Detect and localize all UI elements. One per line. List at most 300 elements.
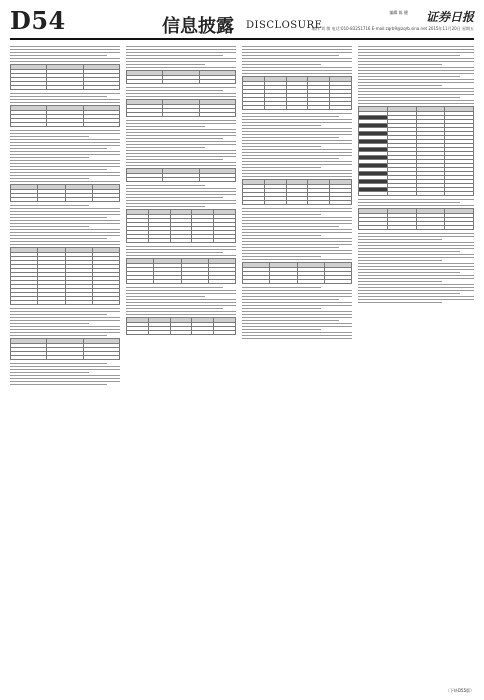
table-cell <box>148 239 170 243</box>
text-paragraph <box>10 363 120 385</box>
text-line <box>242 116 339 117</box>
text-line <box>358 202 460 203</box>
text-line <box>10 366 120 367</box>
text-line <box>358 287 474 288</box>
text-line <box>242 290 352 291</box>
text-line <box>242 211 352 212</box>
text-line <box>10 326 120 327</box>
data-table <box>242 76 352 110</box>
text-line <box>358 254 474 255</box>
text-line <box>10 335 107 336</box>
table-cell <box>38 301 65 305</box>
table-cell <box>199 178 235 182</box>
text-line <box>358 260 442 261</box>
text-line <box>10 181 120 182</box>
table-cell <box>243 106 265 110</box>
text-paragraph <box>10 308 120 336</box>
text-line <box>10 148 107 149</box>
table-cell <box>181 280 208 284</box>
text-line <box>242 338 352 339</box>
text-line <box>126 123 236 124</box>
text-line <box>126 299 236 300</box>
text-line <box>242 134 352 135</box>
text-paragraph <box>126 120 236 166</box>
text-line <box>10 52 120 53</box>
text-paragraph <box>10 130 120 182</box>
table-cell <box>163 80 199 84</box>
table-cell <box>127 280 154 284</box>
table-row <box>243 280 352 284</box>
text-line <box>126 305 236 306</box>
table-cell <box>83 86 119 90</box>
text-line <box>242 58 352 59</box>
text-line <box>10 205 89 206</box>
section-title-english: DISCLOSURE <box>246 20 323 31</box>
text-paragraph <box>358 46 474 104</box>
text-line <box>10 58 120 59</box>
newspaper-logo: 证券日报 <box>425 10 474 24</box>
text-line <box>126 126 205 127</box>
table-cell <box>11 356 47 360</box>
text-line <box>242 329 321 330</box>
table-cell <box>297 280 324 284</box>
table-cell <box>199 113 235 117</box>
text-line <box>242 155 352 156</box>
text-line <box>358 64 442 65</box>
section-title-chinese: 信息披露 <box>162 16 234 37</box>
table-cell <box>270 280 297 284</box>
text-line <box>10 166 120 167</box>
text-line <box>242 49 352 50</box>
text-line <box>10 163 120 164</box>
text-line <box>10 154 120 155</box>
masthead-rule <box>10 38 474 40</box>
text-line <box>126 49 236 50</box>
text-line <box>10 329 120 330</box>
text-line <box>242 256 321 257</box>
text-line <box>358 263 474 264</box>
table-cell <box>192 331 214 335</box>
table-cell <box>445 192 474 196</box>
text-line <box>242 161 352 162</box>
text-line <box>242 250 352 251</box>
text-line <box>358 296 474 297</box>
text-line <box>126 147 205 148</box>
text-line <box>358 236 474 237</box>
text-paragraph <box>126 46 236 68</box>
text-line <box>10 226 89 227</box>
text-line <box>126 129 236 130</box>
text-line <box>10 369 120 370</box>
text-line <box>242 70 352 71</box>
text-line <box>10 130 120 131</box>
text-line <box>242 64 321 65</box>
column-4 <box>358 44 474 684</box>
table-row <box>11 356 120 360</box>
text-line <box>358 281 442 282</box>
text-line <box>126 61 236 62</box>
text-line <box>10 93 120 94</box>
text-line <box>10 49 120 50</box>
text-line <box>242 220 352 221</box>
text-line <box>242 73 352 74</box>
text-line <box>10 55 107 56</box>
text-line <box>10 142 120 143</box>
table-cell <box>264 106 286 110</box>
table-cell <box>83 123 119 127</box>
text-line <box>126 46 236 47</box>
data-table <box>10 338 120 360</box>
table-cell <box>65 301 92 305</box>
data-table <box>10 105 120 127</box>
text-line <box>10 317 120 318</box>
text-line <box>242 299 339 300</box>
column-1 <box>10 44 120 684</box>
text-line <box>242 131 352 132</box>
table-cell <box>127 239 149 243</box>
text-line <box>242 229 352 230</box>
text-line <box>242 253 352 254</box>
text-line <box>242 125 321 126</box>
text-line <box>358 61 474 62</box>
table-cell <box>127 178 163 182</box>
text-line <box>358 76 460 77</box>
table-cell <box>359 192 388 196</box>
text-line <box>10 172 120 173</box>
table-row <box>359 192 474 196</box>
text-line <box>10 46 120 47</box>
text-line <box>242 323 352 324</box>
text-line <box>10 99 120 100</box>
text-line <box>242 305 352 306</box>
text-line <box>358 100 474 101</box>
text-line <box>126 138 223 139</box>
text-line <box>126 191 236 192</box>
text-line <box>358 293 460 294</box>
text-line <box>126 156 236 157</box>
text-line <box>10 308 120 309</box>
text-line <box>242 46 352 47</box>
text-paragraph <box>358 233 474 303</box>
table-cell <box>208 280 235 284</box>
table-cell <box>330 106 352 110</box>
text-line <box>242 247 339 248</box>
table-cell <box>92 198 119 202</box>
text-line <box>126 246 236 247</box>
text-line <box>242 320 339 321</box>
text-line <box>126 206 205 207</box>
table-row <box>127 239 236 243</box>
text-line <box>126 93 236 94</box>
text-line <box>10 311 120 312</box>
table-cell <box>170 331 192 335</box>
text-line <box>10 136 89 137</box>
text-line <box>10 145 120 146</box>
text-line <box>242 140 352 141</box>
table-cell <box>163 113 199 117</box>
table-row <box>243 106 352 110</box>
data-table <box>10 64 120 90</box>
text-line <box>126 302 236 303</box>
data-table <box>126 168 236 182</box>
table-cell <box>163 178 199 182</box>
text-line <box>358 67 474 68</box>
data-table <box>242 262 352 284</box>
text-line <box>242 232 352 233</box>
text-line <box>126 67 236 68</box>
text-line <box>242 317 352 318</box>
text-line <box>358 205 474 206</box>
table-cell <box>148 331 170 335</box>
text-line <box>126 159 223 160</box>
text-line <box>10 238 107 239</box>
text-line <box>126 308 223 309</box>
text-line <box>358 278 474 279</box>
table-row <box>127 113 236 117</box>
table-cell <box>243 280 270 284</box>
text-line <box>10 235 120 236</box>
table-cell <box>192 239 214 243</box>
text-line <box>10 232 120 233</box>
text-line <box>126 90 223 91</box>
text-line <box>10 384 107 385</box>
text-line <box>10 211 120 212</box>
text-line <box>242 287 321 288</box>
text-line <box>126 188 236 189</box>
text-line <box>242 128 352 129</box>
text-line <box>358 269 474 270</box>
text-line <box>358 94 474 95</box>
text-line <box>242 61 352 62</box>
text-line <box>242 146 321 147</box>
table-cell <box>154 280 181 284</box>
text-line <box>10 102 120 103</box>
text-line <box>126 144 236 145</box>
text-line <box>242 241 352 242</box>
data-table <box>10 184 120 202</box>
text-paragraph <box>10 205 120 245</box>
table-cell <box>11 198 38 202</box>
text-line <box>10 208 120 209</box>
text-paragraph <box>242 46 352 74</box>
text-line <box>10 139 120 140</box>
text-line <box>126 200 236 201</box>
text-line <box>242 214 321 215</box>
table-row <box>11 198 120 202</box>
data-table <box>10 247 120 305</box>
text-line <box>358 245 474 246</box>
table-row <box>11 123 120 127</box>
table-row <box>11 301 120 305</box>
table-cell <box>170 239 192 243</box>
table-cell <box>308 106 330 110</box>
table-cell <box>127 113 163 117</box>
column-2 <box>126 44 236 684</box>
table-row <box>243 201 352 205</box>
text-line <box>10 169 107 170</box>
text-line <box>126 120 236 121</box>
table-cell <box>11 86 47 90</box>
text-line <box>242 335 352 336</box>
text-line <box>126 135 236 136</box>
table-cell <box>47 86 83 90</box>
text-line <box>10 96 107 97</box>
data-table <box>126 317 236 335</box>
text-line <box>126 153 236 154</box>
text-line <box>10 332 120 333</box>
text-paragraph <box>10 46 120 62</box>
text-line <box>242 226 339 227</box>
text-line <box>10 178 89 179</box>
text-line <box>242 122 352 123</box>
table-cell <box>38 198 65 202</box>
text-line <box>358 251 460 252</box>
table-cell <box>214 331 236 335</box>
data-table <box>242 179 352 205</box>
text-line <box>358 85 442 86</box>
text-line <box>10 229 120 230</box>
table-cell <box>445 226 474 230</box>
table-cell <box>47 123 83 127</box>
text-line <box>126 162 236 163</box>
text-line <box>242 176 352 177</box>
text-line <box>358 46 474 47</box>
text-paragraph <box>242 208 352 260</box>
text-line <box>242 173 352 174</box>
text-line <box>358 257 474 258</box>
text-line <box>10 151 120 152</box>
text-line <box>126 293 236 294</box>
text-line <box>126 96 236 97</box>
text-line <box>126 311 236 312</box>
table-cell <box>416 192 445 196</box>
table-cell <box>359 226 388 230</box>
text-line <box>10 61 120 62</box>
text-line <box>242 67 352 68</box>
masthead <box>10 6 474 38</box>
table-cell <box>65 198 92 202</box>
table-cell <box>11 301 38 305</box>
text-line <box>10 320 120 321</box>
text-line <box>242 113 352 114</box>
text-line <box>358 290 474 291</box>
text-line <box>10 241 120 242</box>
text-line <box>10 160 120 161</box>
footer-continuation: （下转D55版） <box>445 688 474 693</box>
text-line <box>242 326 352 327</box>
text-paragraph <box>126 87 236 97</box>
text-line <box>242 152 352 153</box>
data-table <box>126 99 236 117</box>
text-paragraph <box>242 287 352 339</box>
text-line <box>358 272 460 273</box>
table-cell <box>47 356 83 360</box>
text-line <box>358 70 474 71</box>
column-3 <box>242 44 352 684</box>
table-cell <box>243 201 265 205</box>
text-line <box>358 302 442 303</box>
text-line <box>242 235 321 236</box>
text-line <box>10 323 89 324</box>
text-line <box>10 157 89 158</box>
text-line <box>126 87 236 88</box>
table-cell <box>416 226 445 230</box>
text-line <box>242 149 352 150</box>
text-line <box>126 197 223 198</box>
table-cell <box>83 356 119 360</box>
table-cell <box>11 123 47 127</box>
data-table <box>126 258 236 284</box>
data-table <box>358 208 474 230</box>
text-line <box>358 299 474 300</box>
text-line <box>126 64 205 65</box>
table-row <box>127 280 236 284</box>
text-line <box>126 165 236 166</box>
text-line <box>242 293 352 294</box>
text-line <box>10 363 107 364</box>
text-line <box>358 52 474 53</box>
text-line <box>358 266 474 267</box>
table-cell <box>286 201 308 205</box>
data-table <box>358 106 474 196</box>
table-cell <box>127 80 163 84</box>
text-line <box>358 73 474 74</box>
text-line <box>242 259 352 260</box>
text-paragraph <box>10 93 120 103</box>
text-line <box>10 381 120 382</box>
text-line <box>126 141 236 142</box>
text-line <box>358 49 474 50</box>
table-cell <box>387 192 416 196</box>
table-cell <box>264 201 286 205</box>
text-line <box>242 55 339 56</box>
table-cell <box>330 201 352 205</box>
text-line <box>242 158 339 159</box>
text-line <box>242 244 352 245</box>
table-row <box>127 331 236 335</box>
text-line <box>126 185 205 186</box>
table-row <box>359 226 474 230</box>
text-line <box>358 275 474 276</box>
text-line <box>10 314 107 315</box>
text-line <box>358 103 474 104</box>
page-number: D54 <box>10 6 66 35</box>
text-line <box>358 58 474 59</box>
table-cell <box>324 280 351 284</box>
table-cell <box>286 106 308 110</box>
text-line <box>10 372 89 373</box>
text-paragraph <box>126 246 236 256</box>
text-line <box>358 88 474 89</box>
text-line <box>126 58 236 59</box>
text-line <box>126 255 236 256</box>
text-line <box>242 302 352 303</box>
table-cell <box>127 331 149 335</box>
text-line <box>242 296 352 297</box>
text-line <box>126 252 223 253</box>
text-paragraph <box>126 287 236 315</box>
editor-line: 编辑 陈 健 <box>389 10 408 15</box>
text-line <box>10 244 120 245</box>
text-line <box>126 287 223 288</box>
text-line <box>358 55 460 56</box>
data-table <box>126 209 236 243</box>
text-paragraph <box>126 185 236 207</box>
table-cell <box>308 201 330 205</box>
text-line <box>242 208 352 209</box>
text-line <box>358 82 474 83</box>
text-line <box>10 375 120 376</box>
